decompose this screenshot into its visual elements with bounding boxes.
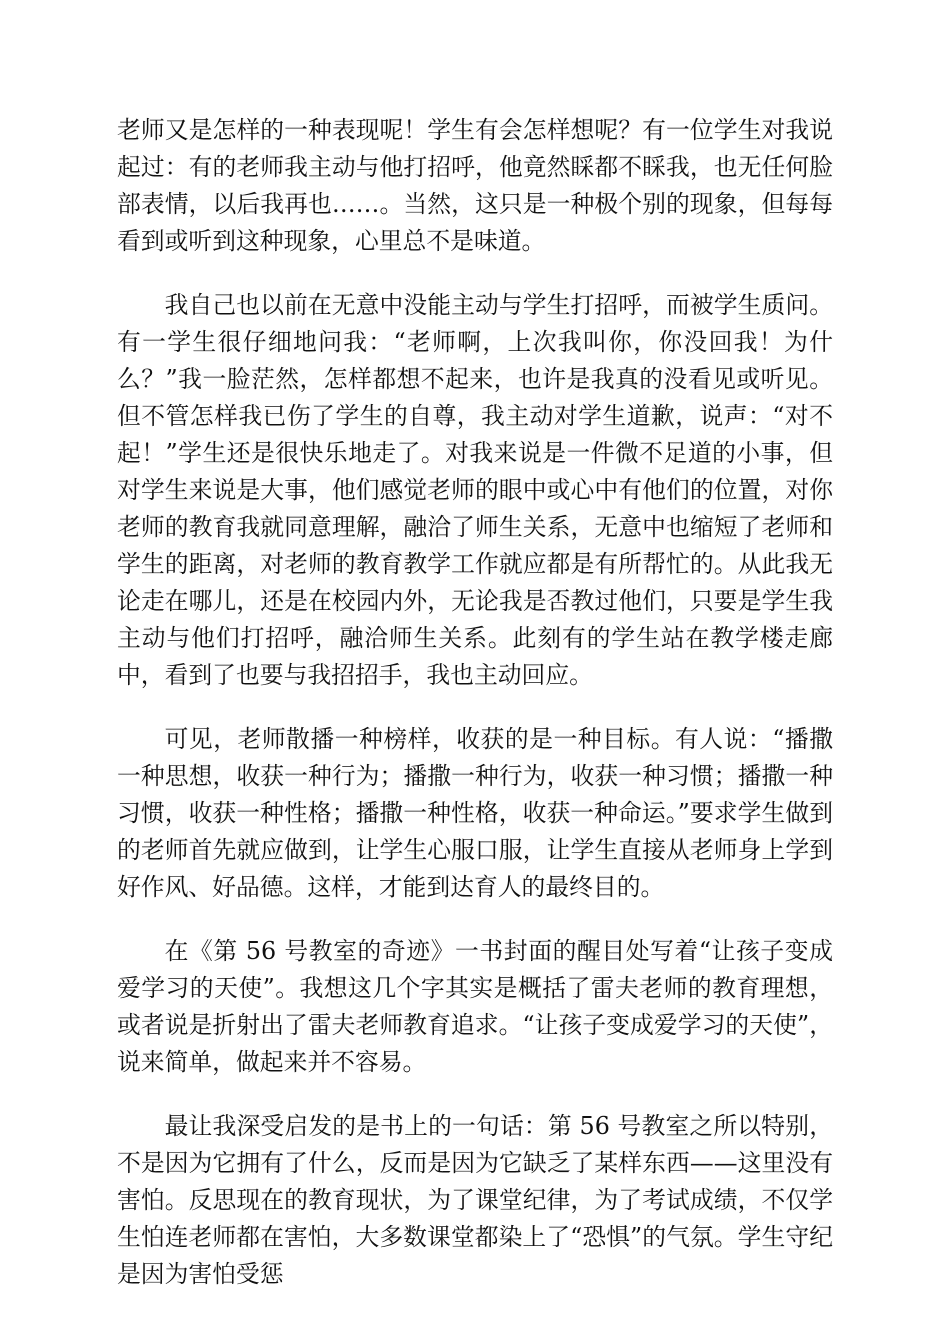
- paragraph-4: 在《第 56 号教室的奇迹》一书封面的醒目处写着“让孩子变成爱学习的天使”。我想这几个字其实是概括了雷夫老师的教育理想，或者说是折射出了雷夫老师教育追求。“让孩子变成爱学习的天使”，说来简单，做起来并不容易。: [117, 937, 833, 1076]
- document-body: [117, 112, 833, 1320]
- paragraph-5: 最让我深受启发的是书上的一句话：第 56 号教室之所以特别，不是因为它拥有了什么，反而是因为它缺乏了某样东西——这里没有害怕。反思现在的教育现状，为了课堂纪律，为了考试成绩，不仅学生怕连老师都在害怕，大多数课堂都染上了“恐惧”的气氛。学生守纪是因为害怕受惩: [117, 1112, 833, 1288]
- paragraph-2: 我自己也以前在无意中没能主动与学生打招呼，而被学生质问。有一学生很仔细地问我：“老师啊，上次我叫你，你没回我！为什么？”我一脸茫然，怎样都想不起来，也许是我真的没看见或听见。但不管怎样我已伤了学生的自尊，我主动对学生道歉，说声：“对不起！”学生还是很快乐地走了。对我来说是一件微不足道的小事，但对学生来说是大事，他们感觉老师的眼中或心中有他们的位置，对你老师的教育我就同意理解，融洽了师生关系，无意中也缩短了老师和学生的距离，对老师的教育教学工作就应都是有所帮忙的。从此我无论走在哪儿，还是在校园内外，无论我是否教过他们，只要是学生我主动与他们打招呼，融洽师生关系。此刻有的学生站在教学楼走廊中，看到了也要与我招招手，我也主动回应。: [117, 291, 833, 689]
- paragraph-3: 可见，老师散播一种榜样，收获的是一种目标。有人说：“播撒一种思想，收获一种行为；播撒一种行为，收获一种习惯；播撒一种习惯，收获一种性格；播撒一种性格，收获一种命运。”要求学生做到的老师首先就应做到，让学生心服口服，让学生直接从老师身上学到好作风、好品德。这样，才能到达育人的最终目的。: [117, 725, 833, 901]
- paragraph-1: 老师又是怎样的一种表现呢！学生有会怎样想呢？有一位学生对我说起过：有的老师我主动与他打招呼，他竟然睬都不睬我，也无任何脸部表情，以后我再也……。当然，这只是一种极个别的现象，但每每看到或听到这种现象，心里总不是味道。: [117, 116, 833, 255]
